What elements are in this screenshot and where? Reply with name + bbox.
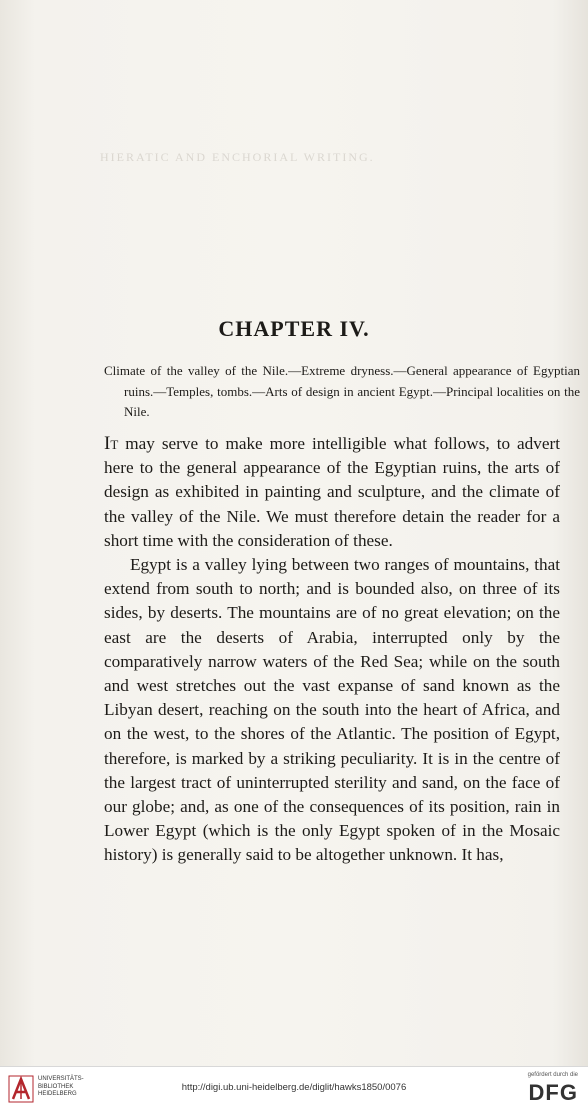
show-through-header: HIERATIC AND ENCHORIAL WRITING. <box>100 150 375 164</box>
paragraph-2: Egypt is a valley lying between two ranges of mountains, that extend from south to north; and is bounded also, on three of its sides, by deserts. The mountains are of no great elevation; on the east are the deserts of Arabia, interrupted only by the comparatively narrow waters of the Red Sea; while on the south and west stretches out the vast expanse of sand known as the Libyan desert, reaching on the south into the heart of Africa, and on the west, to the shores of the Atlantic. The position of Egypt, therefore, is marked by a striking peculiarity. It is in the centre of the largest tract of uninterrupted sterility and sand, on the face of our globe; and, as one of the consequences of its position, rain in Lower Egypt (which is the only Egypt spoken of in the Mosaic history) is generally said to be altogether unknown. It has, <box>104 555 560 865</box>
chapter-title: CHAPTER IV. <box>218 316 370 341</box>
show-through-text <box>100 182 562 312</box>
permalink[interactable]: http://digi.ub.uni-heidelberg.de/diglit/hawks1850/0076 <box>181 1082 407 1093</box>
funding-label: gefördert durch die <box>527 1072 578 1078</box>
paragraph-1 <box>104 432 560 553</box>
footer-bar <box>0 1066 588 1111</box>
library-name: UNIVERSITÄTS- BIBLIOTHEK HEIDELBERG <box>38 1076 84 1097</box>
paragraph-1-text: may serve to make more intelligible what follows, to advert here to the general appearance of the Egyptian ruins, the arts of design as exhibited in painting and sculpture, and the climate of the valley of the Nile. We must therefore detain the reader for a short time with the consideration of these. <box>104 434 560 550</box>
dfg-logo: DFG <box>528 1080 578 1105</box>
drop-cap: It <box>104 433 119 454</box>
body-text <box>104 432 560 868</box>
chapter-summary: Climate of the valley of the Nile.—Extreme dryness.—General appearance of Egyptian ruins.—Temples, tombs.—Arts of design in ancient Egypt.—Principal localities on the Nile. <box>104 363 580 419</box>
